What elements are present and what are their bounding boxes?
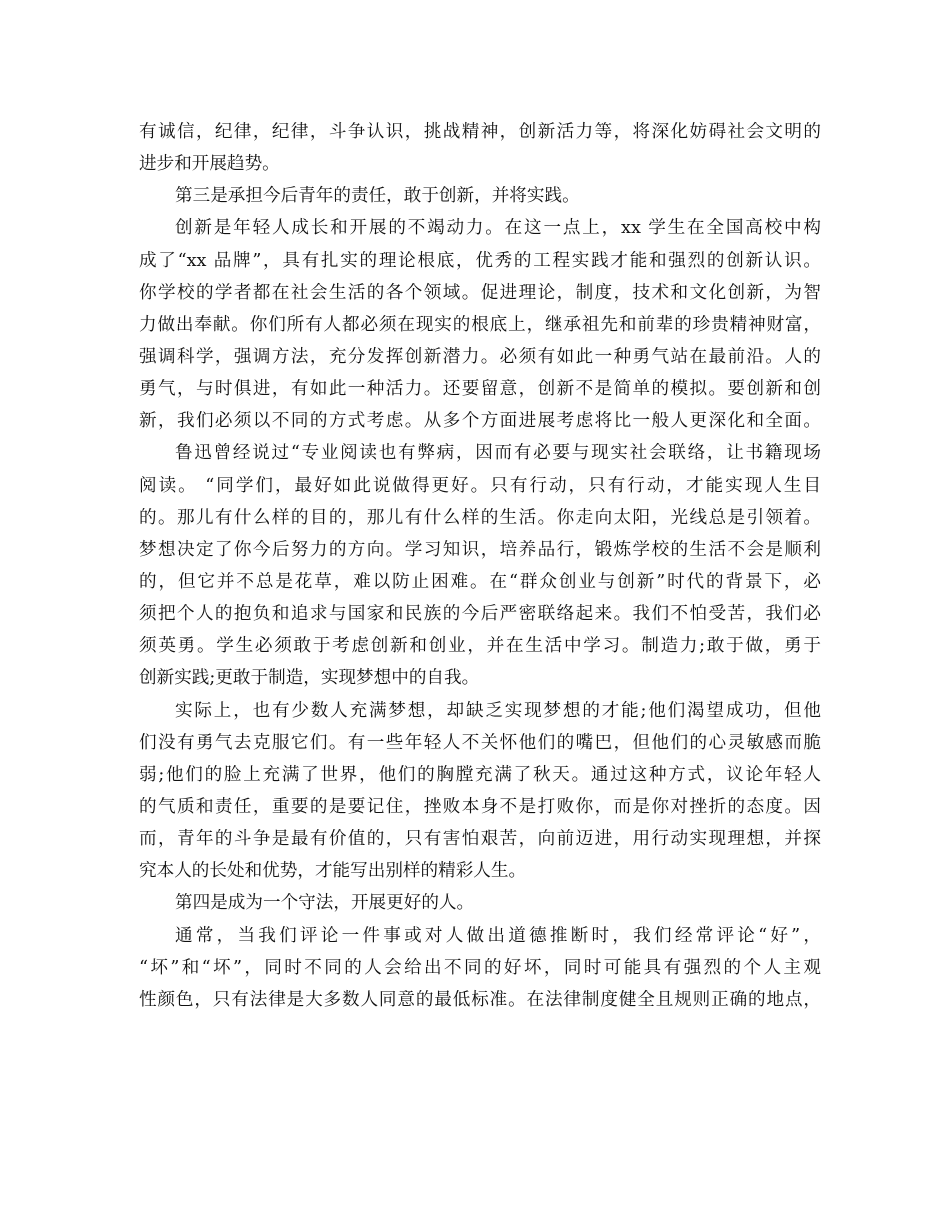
text-line: 创新是年轻人成长和开展的不竭动力。在这一点上，xx 学生在全国高校中构	[175, 218, 821, 239]
text-line: 勇气，与时俱进，有如此一种活力。还要留意，创新不是简单的模拟。要创新和创	[139, 379, 821, 400]
text-line: 的气质和责任，重要的是要记住，挫败本身不是打败你，而是你对挫折的态度。因	[139, 796, 821, 817]
text-line: 第四是成为一个守法，开展更好的人。	[175, 893, 475, 914]
text-line: 力做出奉献。你们所有人都必须在现实的根底上，继承祖先和前辈的珍贵精神财富，	[139, 314, 821, 335]
text-line: 强调科学，强调方法，充分发挥创新潜力。必须有如此一种勇气站在最前沿。人的	[139, 346, 821, 367]
text-line: 而，青年的斗争是最有价值的，只有害怕艰苦，向前迈进，用行动实现理想，并探	[139, 829, 821, 850]
text-line: 须英勇。学生必须敢于考虑创新和创业，并在生活中学习。制造力;敢于做，勇于	[139, 636, 821, 657]
text-line: 成了“xx 品牌”，具有扎实的理论根底，优秀的工程实践才能和强烈的创新认识。	[139, 250, 821, 271]
text-line: 阅读。 “同学们，最好如此说做得更好。只有行动，只有行动，才能实现人生目	[139, 475, 821, 496]
text-line: 须把个人的抱负和追求与国家和民族的今后严密联络起来。我们不怕受苦，我们必	[139, 604, 821, 625]
text-line: 你学校的学者都在社会生活的各个领域。促进理论，制度，技术和文化创新，为智	[139, 282, 821, 303]
text-line: 们没有勇气去克服它们。有一些年轻人不关怀他们的嘴巴，但他们的心灵敏感而脆	[139, 732, 821, 753]
text-line: 第三是承担今后青年的责任，敢于创新，并将实践。	[175, 186, 580, 207]
text-line: 性颜色，只有法律是大多数人同意的最低标准。在法律制度健全且规则正确的地点，	[139, 989, 821, 1010]
text-line: 实际上，也有少数人充满梦想，却缺乏实现梦想的才能;他们渴望成功，但他	[175, 700, 821, 721]
text-line: 究本人的长处和优势，才能写出别样的精彩人生。	[139, 861, 527, 882]
text-line: 创新实践;更敢于制造，实现梦想中的自我。	[139, 668, 480, 689]
text-line: 梦想决定了你今后努力的方向。学习知识，培养品行，锻炼学校的生活不会是顺利	[139, 539, 821, 560]
text-line: 的。那儿有什么样的目的，那儿有什么样的生活。你走向太阳，光线总是引领着。	[139, 507, 821, 528]
text-line: 通常，当我们评论一件事或对人做出道德推断时，我们经常评论“好”，	[175, 925, 821, 946]
text-line: 鲁迅曾经说过“专业阅读也有弊病，因而有必要与现实社会联络，让书籍现场	[175, 443, 821, 464]
text-line: 的，但它并不总是花草，难以防止困难。在“群众创业与创新”时代的背景下，必	[139, 571, 821, 592]
text-line: 弱;他们的脸上充满了世界，他们的胸膛充满了秋天。通过这种方式，议论年轻人	[139, 764, 821, 785]
text-line: “坏”和“坏”，同时不同的人会给出不同的好坏，同时可能具有强烈的个人主观	[139, 957, 821, 978]
text-line: 新，我们必须以不同的方式考虑。从多个方面进展考虑将比一般人更深化和全面。	[139, 411, 821, 432]
text-line: 有诚信，纪律，纪律，斗争认识，挑战精神，创新活力等，将深化妨碍社会文明的	[139, 122, 821, 142]
document-body	[139, 116, 821, 1016]
text-line: 进步和开展趋势。	[139, 154, 280, 175]
